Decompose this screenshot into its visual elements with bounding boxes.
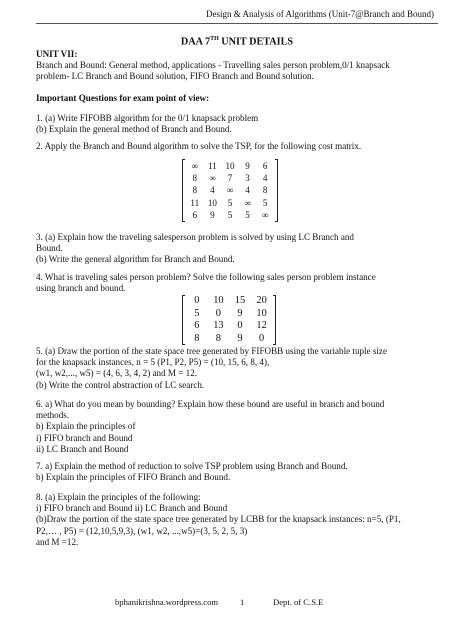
running-header: Design & Analysis of Algorithms (Unit-7@Branch and Bound)	[205, 9, 434, 19]
question-3: 3. (a) Explain how the traveling salesperson problem is solved by using LC Branch and Bound. (b) Write the general algorithm for Branch and Bound.	[36, 232, 354, 265]
matrix-bracket-corner	[275, 221, 278, 222]
matrix-cell: 8	[192, 173, 198, 184]
matrix-cell: 5	[227, 197, 233, 208]
matrix-cell: 9	[237, 332, 243, 344]
matrix-row	[186, 160, 274, 172]
question-2: 2. Apply the Branch and Bound algorithm to solve the TSP, for the following cost matrix.	[36, 141, 362, 151]
question-4: 4. What is traveling sales person problem? Solve the following sales person problem instance using branch and bound.	[36, 272, 376, 294]
matrix-cell: 11	[208, 161, 217, 171]
important-heading: Important Questions for exam point of view:	[36, 93, 210, 103]
unit-line: problem- LC Branch and Bound solution, FIFO Branch and Bound solution.	[36, 71, 314, 82]
header-rule	[36, 23, 438, 24]
unit-heading: UNIT VII:	[36, 49, 78, 59]
matrix-cell: 11	[190, 197, 200, 208]
matrix-cell: 6	[262, 161, 268, 171]
matrix-bracket-corner	[182, 221, 185, 222]
question-1: 1. (a) Write FIFOBB algorithm for the 0/1 knapsack problem (b) Explain the general method of Branch and Bound.	[36, 113, 259, 135]
matrix-row	[186, 197, 274, 209]
footer-dept: Dept. of C.S.E	[273, 597, 324, 607]
matrix-cell: 9	[210, 209, 215, 220]
matrix-row	[186, 184, 274, 196]
matrix-bracket-corner	[275, 159, 278, 160]
matrix-cell: 8	[192, 185, 198, 196]
matrix-cell: 0	[237, 320, 243, 332]
matrix-row	[186, 295, 272, 308]
matrix-cell: ∞	[209, 173, 216, 184]
matrix-cell: 6	[192, 209, 198, 220]
matrix-cell: ∞	[226, 185, 234, 196]
matrix-cell: ∞	[244, 197, 251, 208]
matrix-cell: 0	[258, 332, 265, 344]
matrix-cell: 0	[194, 295, 200, 306]
matrix-cell: 6	[194, 320, 200, 332]
question-6: 6. a) What do you mean by bounding? Explain how these bound are useful in branch and bound methods. b) Explain the principles of i) FIFO branch and Bound ii) LC Branch and Bound	[36, 399, 385, 454]
matrix-cell: 4	[210, 185, 215, 196]
matrix-cell: 20	[256, 295, 267, 306]
matrix-cell: 8	[194, 332, 200, 344]
matrix-cell: 10	[213, 295, 224, 306]
matrix-row	[186, 172, 274, 184]
matrix-row	[186, 308, 272, 321]
matrix-cell: 12	[256, 320, 267, 332]
unit-line: Branch and Bound: General method, applications - Travelling sales person problem,0/1 knapsack	[36, 60, 390, 71]
matrix-cell: 7	[227, 173, 233, 184]
matrix-cell: 10	[207, 197, 217, 208]
matrix-cell: 5	[227, 209, 233, 220]
matrix-cell: 15	[234, 295, 246, 306]
question-5: 5. (a) Draw the portion of the state space tree generated by FIFOBB using the variable tuple size for the knapsack instances, n = 5 (P1, P2, P5) = (10, 15, 6, 8, 4), (w1, w2,..., w5) = (4, 6, 3, 4, 2) and M = 12. (b) Write the control abstraction of LC search.	[36, 346, 388, 390]
page-title: DAA 7TH UNIT DETAILS	[180, 36, 294, 48]
matrix-cell: 8	[215, 332, 221, 344]
matrix-cell: 5	[194, 307, 200, 319]
matrix-cell: 9	[245, 161, 250, 171]
matrix-cell: 10	[225, 161, 235, 171]
matrix-bracket-corner	[182, 159, 185, 160]
matrix-bracket-corner	[273, 295, 276, 296]
question-7: 7. a) Explain the method of reduction to solve TSP problem using Branch and Bound. b) Explain the principles of FIFO Branch and Bound.	[36, 461, 348, 483]
matrix-cell: 0	[215, 307, 221, 319]
tsp-cost-matrix-2	[182, 295, 276, 345]
matrix-cell: 5	[262, 197, 268, 208]
matrix-bracket-corner	[182, 295, 185, 296]
question-8: 8. (a) Explain the principles of the following: i) FIFO branch and Bound ii) LC Branch and Bound (b)Draw the portion of the state space tree generated by LCBB for the knapsack instances: n=5, (P1, P2,… , P5) = (12,10,5,9,3), (w1, w2, ...,w5)=(3, 5, 2, 5, 3) and M =12.	[36, 492, 401, 547]
matrix-cell: 4	[245, 185, 250, 196]
matrix-cell: ∞	[191, 161, 199, 171]
matrix-cell: 10	[256, 307, 267, 319]
matrix-row	[186, 333, 272, 346]
matrix-row	[186, 320, 272, 333]
matrix-cell: 13	[213, 320, 224, 332]
unit-section	[36, 49, 440, 83]
matrix-row	[186, 209, 274, 221]
matrix-cell: 9	[237, 307, 243, 319]
footer-page-number: 1	[240, 597, 245, 607]
matrix-cell: 3	[245, 173, 250, 184]
tsp-cost-matrix-1	[182, 159, 278, 222]
matrix-cell: 8	[262, 185, 268, 196]
footer-site: bphanikrishna.wordpress.com	[115, 597, 219, 607]
matrix-cell: 4	[262, 173, 268, 184]
matrix-cell: ∞	[261, 209, 269, 220]
matrix-cell: 5	[245, 209, 250, 220]
